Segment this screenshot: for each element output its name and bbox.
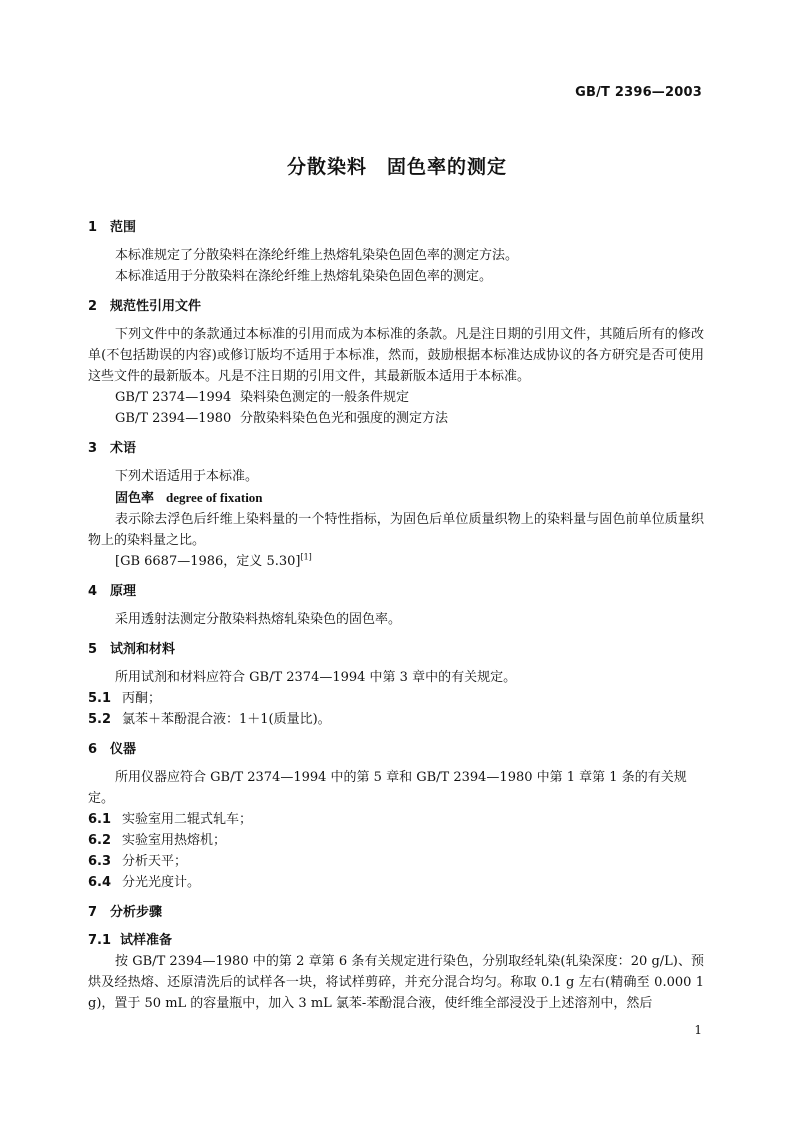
paragraph: 所用试剂和材料应符合 GB/T 2374—1994 中第 3 章中的有关规定。 (115, 670, 517, 685)
reference-code: GB/T 2374—1994 (115, 390, 232, 405)
subsection-number: 7.1 (88, 933, 112, 948)
subsection-title: 试样准备 (120, 933, 173, 948)
term-definition: 表示除去浮色后纤维上染料量的一个特性指标，为固色后单位质量织物上的染料量与固色前单位质量织物上的染料量之比。 (88, 512, 704, 548)
item-text: 分光光度计。 (122, 875, 201, 890)
reference-item (88, 387, 704, 408)
section-title: 原理 (110, 584, 137, 599)
item-text: 实验室用热熔机； (122, 833, 227, 848)
list-item (88, 872, 704, 893)
reference-code: GB/T 2394—1980 (115, 411, 232, 426)
item-number: 5.2 (88, 712, 112, 727)
term-english: degree of fixation (166, 490, 263, 505)
section-title: 术语 (110, 441, 137, 456)
section-title: 范围 (110, 220, 137, 235)
document-body (88, 217, 704, 1014)
list-item (88, 709, 704, 730)
section-number: 5 (88, 642, 98, 657)
item-number: 6.2 (88, 833, 112, 848)
section-number: 7 (88, 905, 98, 920)
paragraph: 所用仪器应符合 GB/T 2374—1994 中的第 5 章和 GB/T 2394—1980 中第 1 章第 1 条的有关规定。 (88, 770, 687, 806)
section-title: 分析步骤 (110, 905, 163, 920)
document-title: 分散染料 固色率的测定 (286, 156, 507, 178)
section-heading-normative-references (88, 296, 704, 317)
paragraph: 采用透射法测定分散染料热熔轧染染色的固色率。 (115, 612, 402, 627)
item-number: 5.1 (88, 691, 112, 706)
section-heading-scope (88, 217, 704, 238)
section-number: 2 (88, 299, 98, 314)
standard-code: GB/T 2396—2003 (575, 85, 702, 100)
item-number: 6.1 (88, 812, 112, 827)
section-heading-reagents (88, 639, 704, 660)
section-heading-procedure (88, 902, 704, 923)
reference-title: 染料染色测定的一般条件规定 (240, 390, 410, 405)
section-number: 4 (88, 584, 98, 599)
paragraph: 本标准适用于分散染料在涤纶纤维上热熔轧染染色固色率的测定。 (115, 269, 493, 284)
paragraph: 本标准规定了分散染料在涤纶纤维上热熔轧染染色固色率的测定方法。 (115, 248, 519, 263)
item-text: 分析天平； (122, 854, 188, 869)
item-text: 氯苯＋苯酚混合液：1＋1(质量比)。 (122, 712, 331, 727)
list-item (88, 830, 704, 851)
term-source-text: [GB 6687—1986，定义 5.30] (115, 554, 301, 569)
section-number: 1 (88, 220, 98, 235)
item-number: 6.3 (88, 854, 112, 869)
list-item (88, 688, 704, 709)
item-text: 丙酮； (122, 691, 162, 706)
page-number: 1 (694, 1023, 702, 1037)
reference-item (88, 408, 704, 429)
section-heading-principle (88, 581, 704, 602)
item-text: 实验室用二辊式轧车； (122, 812, 253, 827)
footnote-ref: [1] (300, 552, 312, 562)
item-number: 6.4 (88, 875, 112, 890)
term-source (88, 551, 704, 572)
section-title: 规范性引用文件 (110, 299, 202, 314)
section-heading-terms (88, 438, 704, 459)
paragraph: 下列文件中的条款通过本标准的引用而成为本标准的条款。凡是注日期的引用文件，其随后所有的修改单(不包括勘误的内容)或修订版均不适用于本标准，然而，鼓励根据本标准达成协议的各方研究是否可使用这些文件的最新版本。凡是不注日期的引用文件，其最新版本适用于本标准。 (88, 327, 704, 384)
section-number: 3 (88, 441, 98, 456)
term-chinese: 固色率 (115, 491, 155, 506)
section-heading-apparatus (88, 739, 704, 760)
section-number: 6 (88, 742, 98, 757)
reference-title: 分散染料染色色光和强度的测定方法 (240, 411, 449, 426)
term-entry (88, 487, 704, 509)
list-item (88, 809, 704, 830)
section-title: 仪器 (110, 742, 137, 757)
paragraph: 下列术语适用于本标准。 (115, 469, 259, 484)
list-item (88, 851, 704, 872)
section-title: 试剂和材料 (110, 642, 176, 657)
paragraph: 按 GB/T 2394—1980 中的第 2 章第 6 条有关规定进行染色，分别取经轧染(轧染深度：20 g/L)、预烘及经热熔、还原清洗后的试样各一块，将试样剪碎，并充分混合均匀。称取 0.1 g 左右(精确至 0.000 1 g)，置于 50 mL 的容量瓶中，加入 3 mL 氯苯-苯酚混合液，使纤维全部浸没于上述溶剂中，然后 (88, 954, 704, 1011)
subsection-heading-sample-preparation (88, 930, 704, 951)
